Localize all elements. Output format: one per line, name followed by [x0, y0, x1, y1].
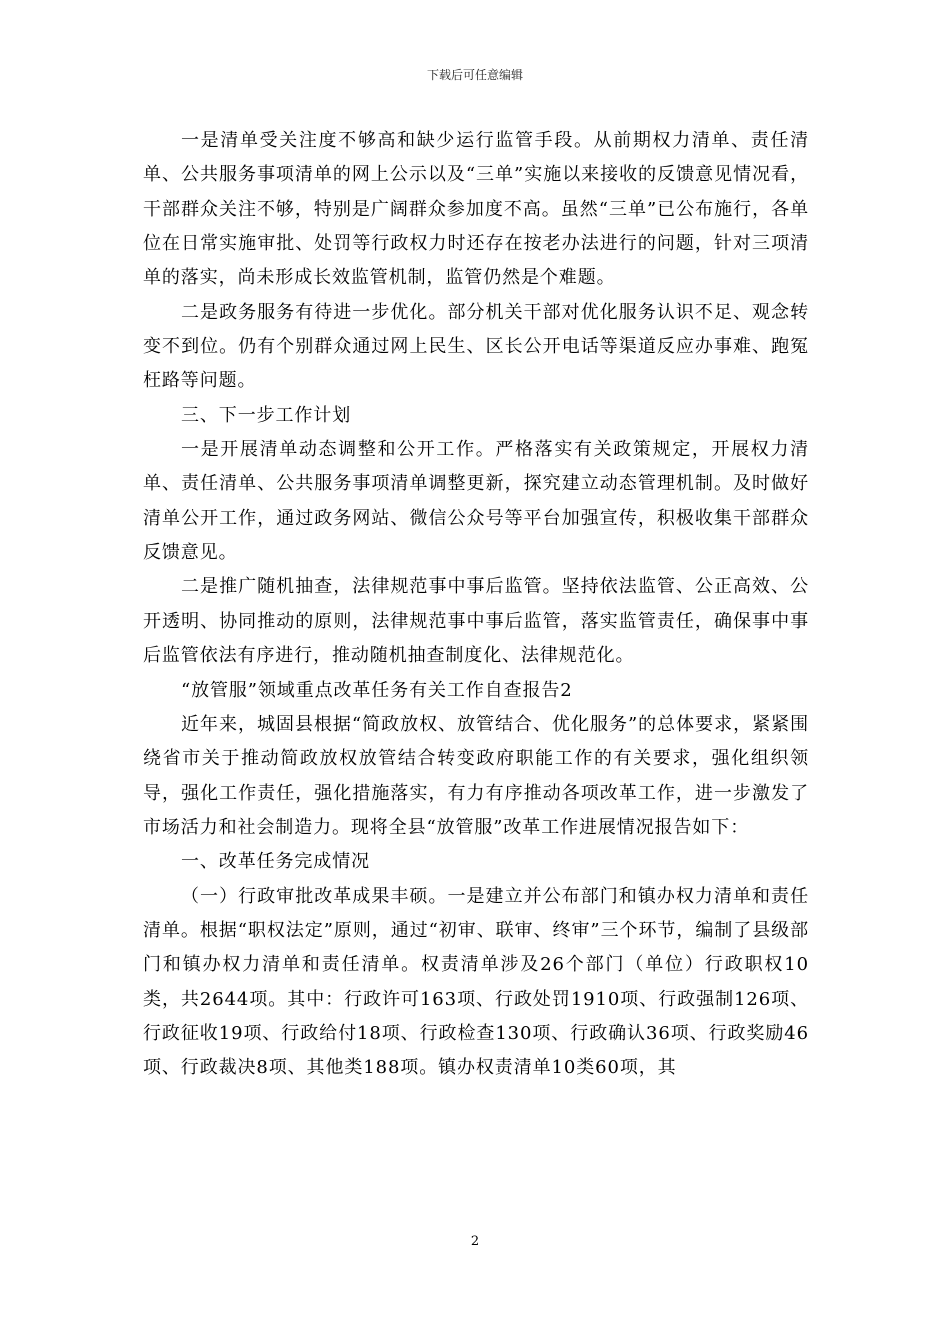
page-header-note: 下载后可任意编辑	[426, 68, 523, 82]
document-body	[143, 124, 809, 1086]
paragraph-random-inspection: 二是推广随机抽查，法律规范事中事后监管。坚持依法监管、公正高效、公开透明、协同推动的原则，法律规范事中事后监管，落实监管责任，确保事中事后监管依法有序进行，推动随机抽查制度化、法律规范化。	[143, 576, 809, 667]
paragraph-administrative-approval: （一）行政审批改革成果丰硕。一是建立并公布部门和镇办权力清单和责任清单。根据“职权法定”原则，通过“初审、联审、终审”三个环节，编制了县级部门和镇办权力清单和责任清单。权责清单涉及26个部门（单位）行政职权10类，共2644项。其中：行政许可163项、行政处罚1910项、行政强制126项、行政征收19项、行政给付18项、行政检查130项、行政确认36项、行政奖励46项、行政裁决8项、其他类188项。镇办权责清单10类60项，其	[143, 885, 809, 1079]
paragraph-service-optimization: 二是政务服务有待进一步优化。部分机关干部对优化服务认识不足、观念转变不到位。仍有个别群众通过网上民生、区长公开电话等渠道反应办事难、跑冤枉路等问题。	[143, 301, 809, 392]
paragraph-supervision-issue: 一是清单受关注度不够高和缺少运行监管手段。从前期权力清单、责任清单、公共服务事项清单的网上公示以及“三单”实施以来接收的反馈意见情况看，干部群众关注不够，特别是广阔群众参加度不高。虽然“三单”已公布施行，各单位在日常实施审批、处罚等行政权力时还存在按老办法进行的问题，针对三项清单的落实，尚未形成长效监管机制，监管仍然是个难题。	[143, 130, 809, 289]
paragraph-list-adjustment: 一是开展清单动态调整和公开工作。严格落实有关政策规定，开展权力清单、责任清单、公共服务事项清单调整更新，探究建立动态管理机制。及时做好清单公开工作，通过政务网站、微信公众号等平台加强宣传，积极收集干部群众反馈意见。	[143, 439, 809, 564]
page-number: 2	[470, 1234, 480, 1249]
section-heading-completion: 一、改革任务完成情况	[181, 851, 370, 873]
report-title: “放管服”领域重点改革任务有关工作自查报告2	[181, 679, 573, 701]
section-heading-next-steps: 三、下一步工作计划	[181, 404, 352, 426]
paragraph-introduction: 近年来，城固县根据“简政放权、放管结合、优化服务”的总体要求，紧紧围绕省市关于推动简政放权放管结合转变政府职能工作的有关要求，强化组织领导，强化工作责任，强化措施落实，有力有序推动各项改革工作，进一步激发了市场活力和社会制造力。现将全县“放管服”改革工作进展情况报告如下：	[143, 713, 809, 838]
